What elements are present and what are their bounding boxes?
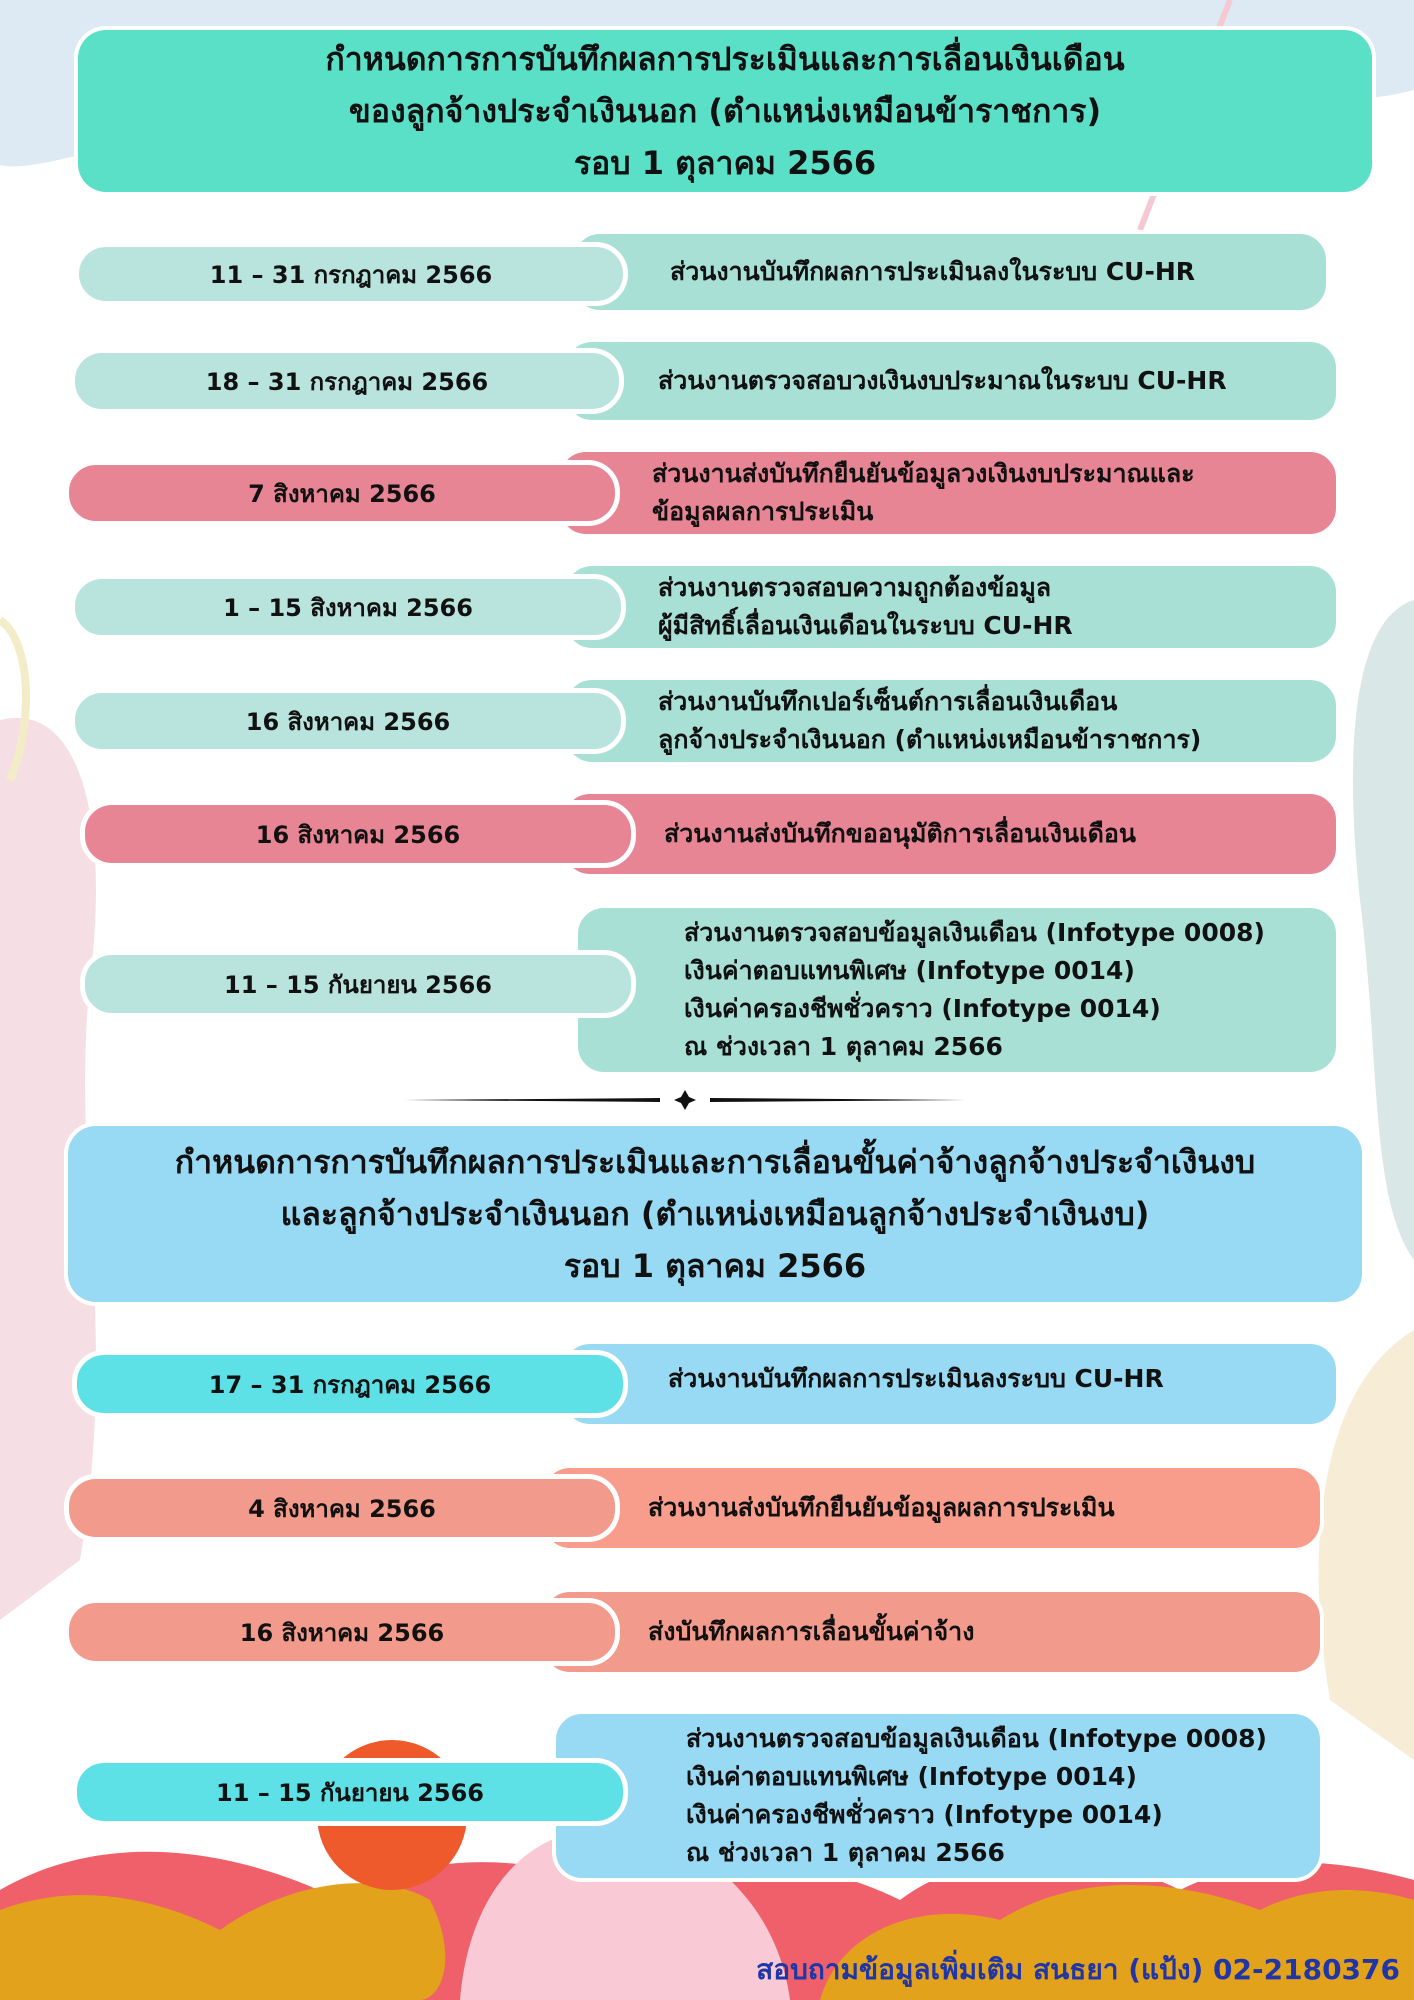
section2-row-3-date: 16 สิงหาคม 2566 xyxy=(64,1598,620,1666)
section1-row-4-text-1: ส่วนงานตรวจสอบความถูกต้องข้อมูล xyxy=(658,573,1052,602)
section1-row-1-text-1: ส่วนงานบันทึกผลการประเมินลงในระบบ CU-HR xyxy=(670,257,1196,286)
section1-row-3-date: 7 สิงหาคม 2566 xyxy=(64,460,620,526)
section1-row-3-description xyxy=(556,448,1340,538)
section1-row-4-date: 1 – 15 สิงหาคม 2566 xyxy=(70,574,626,640)
section1-row-2-text-1: ส่วนงานตรวจสอบวงเงินงบประมาณในระบบ CU-HR xyxy=(658,366,1227,395)
section1-row-2-description xyxy=(562,338,1340,424)
section2-title-line-1: กำหนดการการบันทึกผลการประเมินและการเลื่อนขั้นค่าจ้างลูกจ้างประจำเงินงบ xyxy=(174,1143,1256,1181)
section1-title-line-2: ของลูกจ้างประจำเงินนอก (ตำแหน่งเหมือนข้าราชการ) xyxy=(348,92,1102,130)
section2-title xyxy=(68,1126,1362,1302)
section1-row-3-text-1: ส่วนงานส่งบันทึกยืนยันข้อมูลวงเงินงบประมาณและ xyxy=(652,459,1195,488)
section1-row-5-description xyxy=(562,676,1340,766)
section2-row-2-date: 4 สิงหาคม 2566 xyxy=(64,1474,620,1542)
section1-row-7-text-1: ส่วนงานตรวจสอบข้อมูลเงินเดือน (Infotype 0008) xyxy=(684,918,1265,947)
section2-row-4-description xyxy=(552,1710,1324,1882)
contact-footer: สอบถามข้อมูลเพิ่มเติม สนธยา (แป้ง) 02-2180376 xyxy=(756,1953,1400,1986)
section2-row-1-text-1: ส่วนงานบันทึกผลการประเมินลงระบบ CU-HR xyxy=(668,1364,1164,1393)
section1-row-4-text-2: ผู้มีสิทธิ์เลื่อนเงินเดือนในระบบ CU-HR xyxy=(658,611,1073,640)
section1-row-6-description xyxy=(560,790,1340,878)
section1-title-line-3: รอบ 1 ตุลาคม 2566 xyxy=(573,144,877,182)
section2-row-4-text-1: ส่วนงานตรวจสอบข้อมูลเงินเดือน (Infotype 0008) xyxy=(686,1724,1267,1753)
section2-title-line-3: รอบ 1 ตุลาคม 2566 xyxy=(563,1247,867,1285)
section2-row-2-text-1: ส่วนงานส่งบันทึกยืนยันข้อมูลผลการประเมิน xyxy=(648,1493,1115,1522)
section2-row-3-text-1: ส่งบันทึกผลการเลื่อนขั้นค่าจ้าง xyxy=(648,1617,975,1646)
section1-title-line-1: กำหนดการการบันทึกผลการประเมินและการเลื่อนเงินเดือน xyxy=(325,40,1125,78)
section1-row-7-date: 11 – 15 กันยายน 2566 xyxy=(80,950,636,1018)
section1-row-5-date: 16 สิงหาคม 2566 xyxy=(70,688,626,754)
section1-row-1-date: 11 – 31 กรกฎาคม 2566 xyxy=(74,242,628,306)
section2-row-4-text-3: เงินค่าครองชีพชั่วคราว (Infotype 0014) xyxy=(686,1800,1163,1829)
section1-row-1-description xyxy=(570,230,1330,314)
section1-row-6-date: 16 สิงหาคม 2566 xyxy=(80,800,636,868)
section-divider xyxy=(405,1090,965,1110)
section1-row-6-text-1: ส่วนงานส่งบันทึกขออนุมัติการเลื่อนเงินเดือน xyxy=(664,819,1136,848)
section2-row-4-text-2: เงินค่าตอบแทนพิเศษ (Infotype 0014) xyxy=(686,1762,1137,1791)
section2-row-4-date: 11 – 15 กันยายน 2566 xyxy=(72,1758,628,1826)
section1-row-7-text-4: ณ ช่วงเวลา 1 ตุลาคม 2566 xyxy=(684,1032,1003,1061)
section2-row-4-text-4: ณ ช่วงเวลา 1 ตุลาคม 2566 xyxy=(686,1838,1005,1867)
section2-row-1-date: 17 – 31 กรกฎาคม 2566 xyxy=(72,1350,628,1418)
section1-row-4-description xyxy=(562,562,1340,652)
section2-row-2-description xyxy=(540,1464,1324,1552)
section1-row-7-text-3: เงินค่าครองชีพชั่วคราว (Infotype 0014) xyxy=(684,994,1161,1023)
section1-row-5-text-1: ส่วนงานบันทึกเปอร์เซ็นต์การเลื่อนเงินเดือน xyxy=(658,687,1118,716)
section1-row-5-text-2: ลูกจ้างประจำเงินนอก (ตำแหน่งเหมือนข้าราชการ) xyxy=(658,725,1202,754)
four-point-star-icon xyxy=(674,1090,696,1110)
section1-title xyxy=(78,30,1372,192)
section2-title-line-2: และลูกจ้างประจำเงินนอก (ตำแหน่งเหมือนลูกจ้างประจำเงินงบ) xyxy=(280,1195,1150,1233)
section2-row-3-description xyxy=(540,1588,1324,1676)
section1-row-2-date: 18 – 31 กรกฎาคม 2566 xyxy=(70,348,624,414)
section2-row-1-description xyxy=(560,1340,1340,1428)
section1-row-7-description xyxy=(574,904,1340,1076)
section1-row-3-text-2: ข้อมูลผลการประเมิน xyxy=(652,497,874,526)
right-grey-blob xyxy=(1353,600,1414,1260)
section1-row-7-text-2: เงินค่าตอบแทนพิเศษ (Infotype 0014) xyxy=(684,956,1135,985)
